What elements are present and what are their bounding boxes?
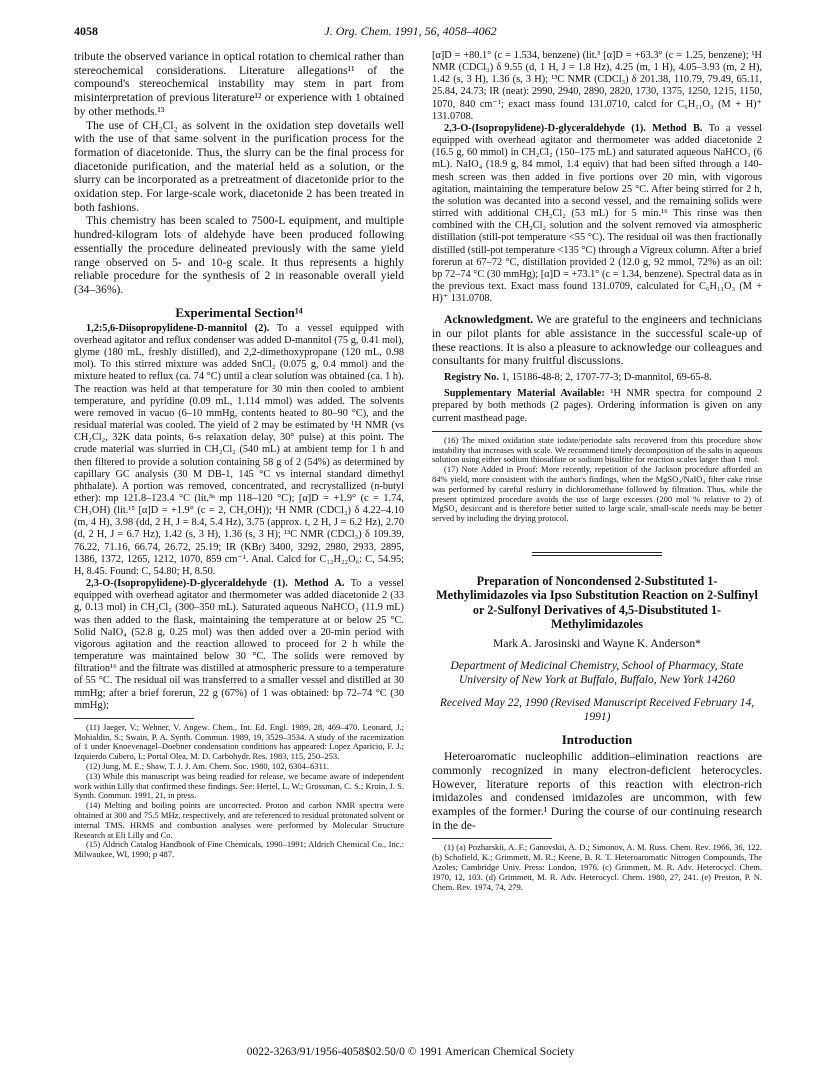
footnote-divider xyxy=(432,838,552,839)
journal-citation: J. Org. Chem. 1991, 56, 4058–4062 xyxy=(324,24,497,38)
page-footer: 0022-3263/91/1956-4058$02.50/0 © 1991 American Chemical Society xyxy=(246,1046,575,1058)
section-heading-introduction: Introduction xyxy=(561,732,633,748)
procedure-title: 1,2:5,6-Diisopropylidene-D-mannitol (2). xyxy=(86,322,270,334)
body-paragraph: This chemistry has been scaled to 7500-L equipment, and multiple hundred-kilogram lots of aldehyde have been produced following essentially the procedure delineated previously with the same yield range observed on 5- and 10-g scale. It thus represents a highly reliable procedure for the synthesis of 2 in reasonable overall yield (34–36%). xyxy=(74,214,404,296)
footnote-divider xyxy=(432,431,762,432)
acknowledgment xyxy=(432,313,762,368)
page-number: 4058 xyxy=(74,24,98,38)
experimental-procedure xyxy=(74,323,404,578)
registry-body: 1, 15186-48-8; 2, 1707-77-3; D-mannitol, 69-65-8. xyxy=(501,372,712,384)
footnote: (15) Aldrich Catalog Handbook of Fine Chemicals, 1990–1991; Aldrich Chemical Co., Inc.: Milwaukee, WI, 1990; p 487. xyxy=(74,839,404,860)
footnotes xyxy=(74,723,404,860)
running-header xyxy=(74,24,747,40)
footnote: (16) The mixed oxidation state iodate/periodate salts recovered from this procedure show instability that increases with scale. We recommend timely decomposition of the salts in aqueous solution using either sodium thiosulfate or sodium bisulfite for reaction scales larger than 1 mol. xyxy=(432,434,762,465)
supplementary-body: ¹H NMR spectra for compound 2 prepared by both methods (2 pages). Ordering information is given on any current masthead page. xyxy=(432,388,762,424)
left-column xyxy=(74,50,404,860)
acknowledgment-body: We are grateful to the engineers and technicians in our pilot plants for able assistance in the successful scale-up of these reactions. It is also a pleasure to acknowledge our colleagues and consultants for many fruitful discussions. xyxy=(432,313,762,368)
article-authors: Mark A. Jarosinski and Wayne K. Anderson* xyxy=(493,637,701,650)
procedure-title: 2,3-O-(Isopropylidene)-D-glyceraldehyde (1). Method B. xyxy=(444,122,703,134)
right-column xyxy=(432,50,762,892)
footnote: (11) Jaeger, V.; Wehner, V. Angew. Chem., Int. Ed. Engl. 1989, 28, 469–470. Leonard, J.; Mohialdin, S.; Swain, P. A. Synth. Commun. 1989, 19, 3529–3534. A study of the racemization of 1 under Knoevenagel–Doebner condensation conditions has appeared: Lopez Aparicio, F. J.; Izquierdo Cubero, I.; Portal Olea, M. D. Carbohydr. Res. 1983, 115, 250–253. xyxy=(74,721,404,762)
body-paragraph: Heteroaromatic nucleophilic addition–elimination reactions are commonly recognized in many electron-deficient heterocycles. However, literature reports of this reaction with electron-rich imidazoles and condensed imidazoles are uncommon, with few examples of the former.¹ During the course of our continuing research in the de- xyxy=(432,750,762,832)
section-heading-experimental: Experimental Section¹⁴ xyxy=(175,304,303,320)
supplementary-title: Supplementary Material Available: xyxy=(444,388,605,400)
footnote-divider xyxy=(74,718,194,719)
author-affiliation: Department of Medicinal Chemistry, School of Pharmacy, State University of New York at Buffalo, Buffalo, New York 14260 xyxy=(450,660,744,686)
received-date: Received May 22, 1990 (Revised Manuscript Received February 14, 1991) xyxy=(439,697,755,723)
procedure-body: To a vessel equipped with overhead agitator and thermometer was added diacetonide 2 (16.5 g, 60 mmol) in CH₂Cl₂ (150–175 mL) and saturated aqueous NaHCO₃ (6 mL). NaIO₄ (18.9 g, 84 mmol, 1.4 equiv) that had been sifted through a 140-mesh screen was then added in five portions over 20 min, with vigorous agitation, maintaining the temperature below 25 °C. After being stirred for 2 h, the solution was decanted into a second vessel, and the remaining solids were stirred with additional CH₂Cl₂ (53 mL) for 5 min.¹⁶ This rinse was then combined with the CH₂Cl₂ solution and the solvent removed via atmospheric distillation (still-pot temperature <55 °C). The residual oil was then fractionally distilled (still-pot temperature <135 °C) through a Vigreux column. After a brief forerun at 67–72 °C, distillation provided 2 (12.0 g, 92 mmol, 72%) as an oil: bp 72–74 °C (30 mmHg); [α]D = +73.1° (c = 1.34, benzene). Spectral data as in the previous text. Exact mass found 131.0709, calculated for C₆H₁₁O₃ (M + H)⁺ 131.0708. xyxy=(432,122,762,305)
supplementary-material xyxy=(432,388,762,424)
experimental-procedure xyxy=(74,578,404,712)
article-title: Preparation of Noncondensed 2-Substituted 1-Methylimidazoles via Ipso Substitution Reaction on 2-Sulfinyl or 2-Sulfonyl Derivatives of 4,5-Disubstituted 1-Methylimidazoles xyxy=(436,573,758,632)
registry-title: Registry No. xyxy=(444,372,499,384)
body-paragraph: The use of CH₂Cl₂ as solvent in the oxidation step dovetails well with the use of that same solvent in the purification process for the formation of diacetonide. Thus, the slurry can be the final process for diacetonide purification, and the material held as a solution, or the slurry can be incorporated as a pretreatment of diacetonide prior to the oxidation step. For large-scale work, diacetonide 2 has been treated in both fashions. xyxy=(74,118,404,214)
procedure-title: 2,3-O-(Isopropylidene)-D-glyceraldehyde (1). Method A. xyxy=(86,578,345,590)
procedure-body: To a vessel equipped with overhead agitator and thermometer was added diacetonide 2 (33 g, 0.13 mol) in CH₂Cl₂ (300–350 mL). Saturated aqueous NaHCO₃ (11.9 mL) was then added to the flask, maintaining the temperature at or below 25 °C. Solid NaIO₄ (52.8 g, 0.25 mol) was then added over a 20-min period with vigorous agitation and the reaction allowed to proceed for 2 h while the temperature was maintained below 30 °C. The solids were removed by filtration¹⁶ and the filtrate was distilled at atmospheric pressure to a temperature of 55 °C. The residual oil was transferred to a smaller vessel and distilled at 30 mmHg; after a brief forerun, 22 g (67%) of 1 was obtained: bp 72–74 °C (30 mmHg); xyxy=(74,578,404,711)
article-separator xyxy=(532,552,662,556)
body-paragraph: [α]D = +80.1° (c = 1.534, benzene) (lit.³ [α]D = +63.3° (c = 1.25, benzene); ¹H NMR (CDCl₃) δ 9.55 (d, 1 H, J = 1.8 Hz), 4.25 (m, 1 H), 4.05–3.93 (m, 2 H), 1.42 (s, 3 H), 1.36 (s, 3 H); ¹³C NMR (CDCl₃) δ 201.38, 110.79, 79.49, 65.11, 25.84, 24.73; IR (neat): 2990, 2940, 2890, 2820, 1730, 1375, 1250, 1215, 1150, 1070, 840 cm⁻¹; exact mass found 131.0710, calcd for C₆H₁₁O₃ (M + H)⁺ 131.0708. xyxy=(432,50,762,122)
procedure-body: To a vessel equipped with overhead agitator and reflux condenser was added D-mannitol (75 g, 0.41 mol), glyme (180 mL, freshly distilled), and 2,2-dimethoxypropane (120 mL, 0.98 mol). To this stirred mixture was added SnCl₂ (0.075 g, 0.4 mmol) and the mixture heated to reflux (ca. 74 °C) until a clear solution was obtained (ca. 1 h). The reaction was held at that temperature for 30 min then cooled to ambient temperature, and pyridine (0.09 mL, 1.114 mmol) was added. The solvents were removed in vacuo (6–10 mmHg, contents heated to 80–90 °C), and the residual material was cooled. The yield of 2 may be estimated by ¹H NMR (vs CH₂Cl₂, 32K data points, 6-s relaxation delay, 30° pulse) at this point. The crude material was slurried in CH₂Cl₂ (540 mL) at ambient temp for 1 h and then filtered to provide a solution containing 58 g of 2 (54%) as determined by capillary GC analysis (30 M DB-1, 145 °C vs internal standard dimethyl phthalate). A portion was removed, concentrated, and recrystallized (n-butyl ether): mp 121.8–123.4 °C (lit.³ᵃ mp 118–120 °C); [α]D = +1.9° (c = 1.74, CH₃OH) (lit.¹⁵ [α]D = +1.9° (c = 2, CH₃OH)); ¹H NMR (CDCl₃) δ 4.22–4.10 (m, 4 H), 3.98 (dd, 2 H, J = 8.4, 5.4 Hz), 3.75 (approx. t, 2 H, J = 6.2 Hz), 2.70 (d, 2 H, J = 6.7 Hz), 1.42 (s, 3 H), 1.36 (s, 3 H); ¹³C NMR (CDCl₃) δ 109.39, 76.22, 71.16, 66.74, 26.72, 25.19; IR (KBr) 3400, 3292, 2980, 2933, 2895, 1386, 1372, 1265, 1212, 1070, 859 cm⁻¹. Anal. Calcd for C₁₂H₂₂O₆: C, 54.95; H, 8.45. Found: C, 54.80; H, 8.50. xyxy=(74,322,404,577)
acknowledgment-title: Acknowledgment. xyxy=(444,313,534,327)
reference: (1) (a) Pozharskii, A. F.; Ganovskii, A. D.; Simonov, A. M. Russ. Chem. Rev. 1966, 36, 122. (b) Schofield, K.; Grimmett, M. R.; Keene, B. R. T. Heteroaromatic Nitrogen Compounds, The Azoles; Cambridge Univ. Press: London, 1976. (c) Grimmett, M. R. Adv. Heterocycl. Chem. 1970, 12, 103. (d) Grimmett, M. R. Adv. Heterocycl. Chem. 1980, 27, 241. (e) Preston, P. N. Chem. Rev. 1974, 74, 279. xyxy=(432,842,762,892)
body-paragraph: tribute the observed variance in optical rotation to chemical rather than stereochemical considerations. Literature allegations¹¹ of the compound's stereochemical instability may stem in part from misinterpretation of previous literature¹² or experience with 1 obtained by other methods.¹³ xyxy=(74,50,404,118)
footnote: (13) While this manuscript was being readied for release, we became aware of independent work within Lilly that confirmed these findings. See: Hertel, L. W.; Grossman, C. S.; Kroin, J. S. Synth. Commun. 1991, 21, in press. xyxy=(74,770,404,801)
footnote: (12) Jung, M. E.; Shaw, T. J. J. Am. Chem. Soc. 1980, 102, 6304–6311. xyxy=(86,761,329,771)
footnotes xyxy=(432,436,762,524)
footnote: (14) Melting and boiling points are uncorrected. Proton and carbon NMR spectra were obtained at 300 and 75.5 MHz, respectively, and are referenced to residual protonated solvent or internal TMS. HRMS and combustion analyses were performed by Molecular Structure Research at Eli Lilly and Co. xyxy=(74,800,404,840)
experimental-procedure xyxy=(432,123,762,305)
footnote: (17) Note Added in Proof: More recently, repetition of the Jackson procedure afforded an 84% yield, more consistent with the author's findings, when the MgSO₄/NaIO₄ filter cake rinse was performed by careful reslurry in dichloromethane followed by filtration. Thus, while the present optimized procedure avoids the use of large excesses (200 mol % relative to 2) of MgSO₄ desiccant and is therefore better suited to large scale, small-scale needs may be better served by including the drying protocol. xyxy=(432,464,762,524)
registry-numbers xyxy=(432,372,762,384)
